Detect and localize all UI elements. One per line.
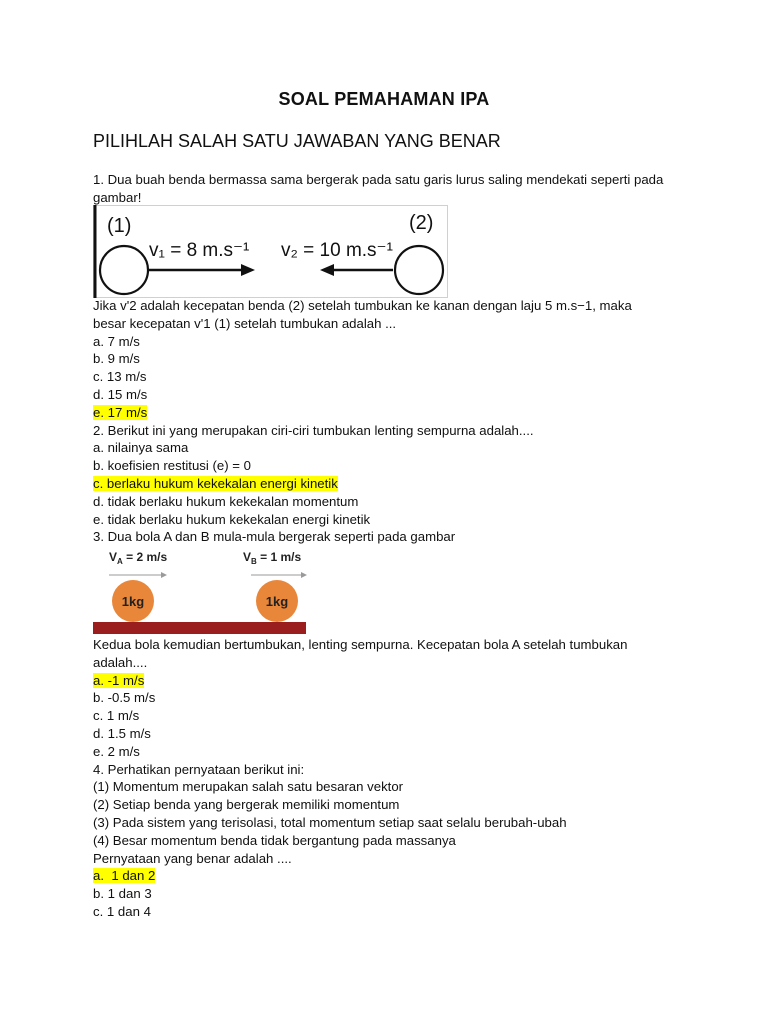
q3-followup-line-1: Kedua bola kemudian bertumbukan, lenting sempurna. Kecepatan bola A setelah tumbukan [93,637,628,652]
q4-option-b: b. 1 dan 3 [93,886,152,902]
q2-option-c-highlighted: c. berlaku hukum kekekalan energi kinetik [93,475,338,491]
q1-option-c: c. 13 m/s [93,369,147,385]
q3-stem: 3. Dua bola A dan B mula-mula bergerak seperti pada gambar [93,529,456,545]
q3-arrowhead-b [301,572,307,578]
q1-followup [93,297,693,546]
q4-statement-3: (3) Pada sistem yang terisolasi, total momentum setiap saat selalu berubah-ubah [93,814,567,830]
q3-ball-b-mass: 1kg [265,594,289,609]
q3-va-value: = 2 m/s [122,550,168,564]
page-title: SOAL PEMAHAMAN IPA [278,89,490,109]
q1-followup-line-1: Jika v'2 adalah kecepatan benda (2) setelah tumbukan ke kanan dengan laju 5 m.s−1, maka [93,298,632,313]
instruction-heading: PILIHLAH SALAH SATU JAWABAN YANG BENAR [93,131,501,151]
q1-option-d: d. 15 m/s [93,386,148,402]
q3-vb-symbol: V [243,550,252,564]
q1-collision-figure [93,205,448,298]
q3-followup [93,636,693,921]
q3-option-b: b. -0.5 m/s [93,690,156,706]
q1-followup-line-2: besar kecepatan v'1 (1) setelah tumbukan adalah ... [93,315,397,331]
q3-vb-sub: B [251,557,257,566]
q2-stem: 2. Berikut ini yang merupakan ciri-ciri tumbukan lenting sempurna adalah.... [93,422,534,438]
q1-option-e-highlighted: e. 17 m/s [93,404,148,420]
svg-text:VA = 2 m/s [109,550,167,566]
q2-option-e: e. tidak berlaku hukum kekekalan energi kinetik [93,511,371,527]
q2-option-d: d. tidak berlaku hukum kekekalan momentum [93,493,359,509]
q1-ball-2 [395,246,443,294]
q3-option-a-highlighted: a. -1 m/s [93,672,145,688]
q2-option-a: a. nilainya sama [93,440,189,456]
q1-label-2: (2) [409,212,434,234]
q1-label-1: (1) [107,215,132,237]
q4-statement-1: (1) Momentum merupakan salah satu besaran vektor [93,779,404,795]
q4-statement-4: (4) Besar momentum benda tidak bergantung pada massanya [93,832,456,848]
q3-va-symbol: V [109,550,118,564]
q2-option-b: b. koefisien restitusi (e) = 0 [93,458,251,474]
q4-option-c: c. 1 dan 4 [93,903,151,919]
question-1 [93,171,693,207]
q1-option-a: a. 7 m/s [93,333,140,349]
q3-va-sub: A [117,557,123,566]
q1-ball-1 [100,246,148,294]
q3-arrowhead-a [161,572,167,578]
q3-floor [93,622,306,634]
q4-statement-2: (2) Setiap benda yang bergerak memiliki momentum [93,797,400,813]
q3-ball-a-mass: 1kg [121,594,145,609]
q3-option-c: c. 1 m/s [93,708,140,724]
svg-text:VB = 1 m/s [243,550,301,566]
q3-option-d: d. 1.5 m/s [93,725,151,741]
q3-option-e: e. 2 m/s [93,743,140,759]
q4-stem: 4. Perhatikan pernyataan berikut ini: [93,761,305,777]
q1-stem: 1. Dua buah benda bermassa sama bergerak pada satu garis lurus saling mendekati seperti pada gambar! [93,172,664,205]
q3-vb-value: = 1 m/s [256,550,302,564]
q3-followup-line-2: adalah.... [93,654,148,670]
q1-option-b: b. 9 m/s [93,351,140,367]
q3-balls-figure [93,545,313,637]
q4-prompt: Pernyataan yang benar adalah .... [93,850,292,866]
q1-v1-label: v₁ = 8 m.s⁻¹ [149,240,250,261]
q4-option-a-highlighted: a. 1 dan 2 [93,868,156,884]
q1-v2-label: v₂ = 10 m.s⁻¹ [281,240,393,261]
